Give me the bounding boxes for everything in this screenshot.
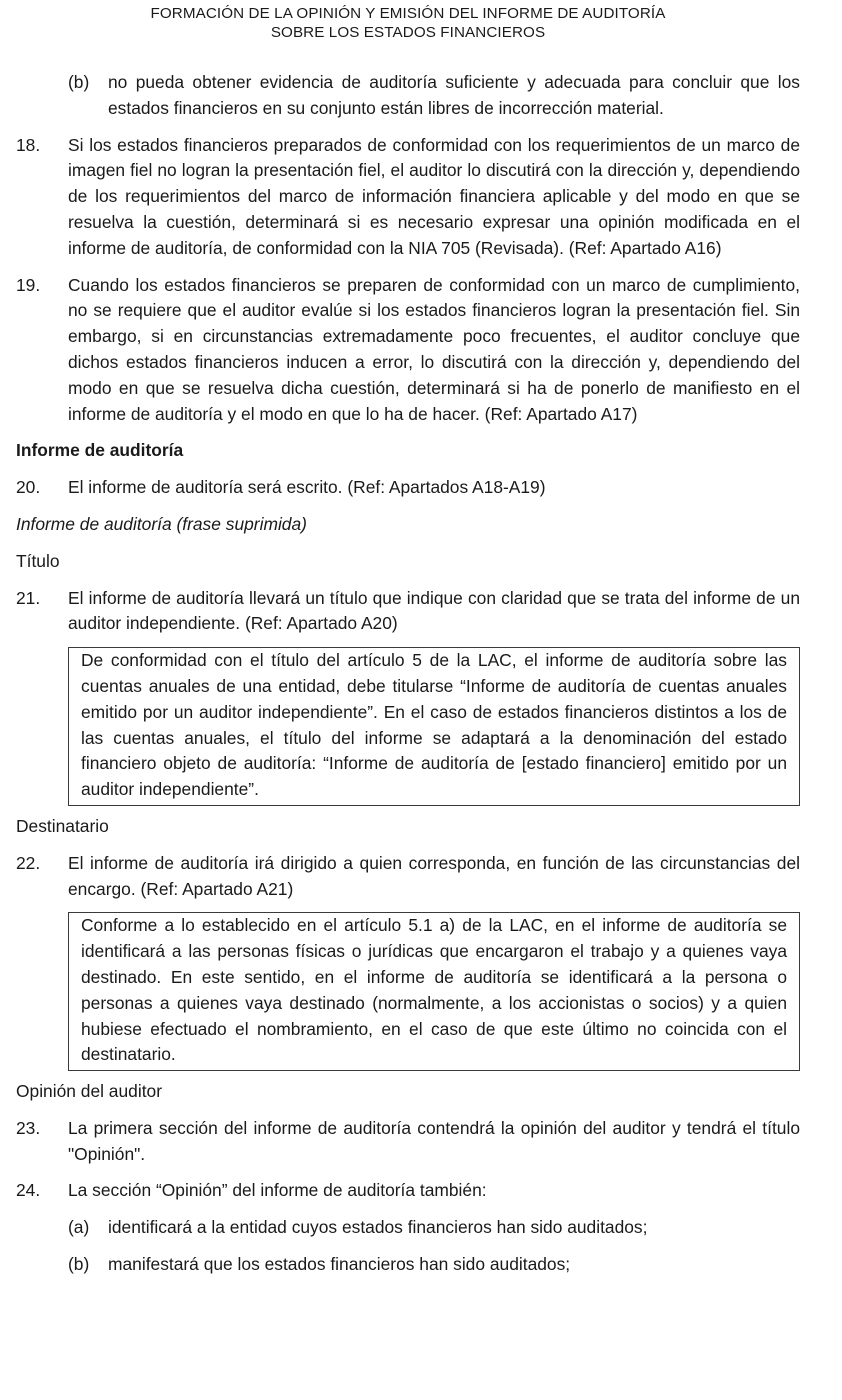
paragraph-text: La primera sección del informe de auditoría contendrá la opinión del auditor y tendrá el título "Opinión".: [68, 1117, 800, 1164]
list-item-24-a: [16, 1215, 800, 1241]
paragraph-text: El informe de auditoría será escrito. (Ref: Apartados A18-A19): [68, 477, 546, 498]
paragraph-text: El informe de auditoría irá dirigido a quien corresponda, en función de las circunstancias del encargo. (Ref: Apartado A21): [68, 852, 800, 899]
paragraph-number: 24.: [16, 1180, 41, 1201]
paragraph-number: 18.: [16, 134, 41, 155]
paragraph-number: 20.: [16, 477, 41, 498]
paragraph-text: Si los estados financieros preparados de conformidad con los requerimientos de un marco de imagen fiel no logran la presentación fiel, el auditor lo discutirá con la dirección y, dependiendo de los requerimientos del marco de información financiera aplicable y del modo en que se resuelva la cuestión, determinará si es necesario expresar una opinión modificada en el informe de auditoría, de conformidad con la NIA 705 (Revisada). (Ref: Apartado A16): [68, 134, 800, 258]
section-heading-frase-suprimida: Informe de auditoría (frase suprimida): [16, 513, 307, 534]
paragraph-number: 22.: [16, 852, 41, 873]
section-heading-informe: Informe de auditoría: [16, 440, 184, 461]
item-text: manifestará que los estados financieros han sido auditados;: [108, 1254, 571, 1275]
paragraph-20: [16, 475, 800, 501]
paragraph-number: 19.: [16, 274, 41, 295]
document-body: [16, 70, 800, 1278]
boxed-note-titulo: De conformidad con el título del artículo 5 de la LAC, el informe de auditoría sobre las cuentas anuales de una entidad, debe titularse “Informe de auditoría de cuentas anuales emitido por un auditor independiente”. En el caso de estados financieros distintos a los de las cuentas anuales, el título del informe se adaptará a la denominación del estado financiero objeto de auditoría: “Informe de auditoría de [estado financiero] emitido por un auditor independiente”.: [68, 647, 800, 806]
item-letter: (b): [68, 1254, 90, 1275]
paragraph-24: [16, 1178, 800, 1204]
paragraph-number: 21.: [16, 587, 41, 608]
running-header: [0, 4, 816, 42]
paragraph-text: La sección “Opinión” del informe de auditoría también:: [68, 1180, 487, 1201]
paragraph-text: El informe de auditoría llevará un título que indique con claridad que se trata del informe de un auditor independiente. (Ref: Apartado A20): [68, 587, 800, 634]
section-heading-titulo: Título: [16, 550, 60, 571]
paragraph-19: [16, 273, 800, 428]
paragraph-22: [16, 851, 800, 903]
paragraph-18: [16, 133, 800, 262]
boxed-note-destinatario: Conforme a lo establecido en el artículo 5.1 a) de la LAC, en el informe de auditoría se identificará a las personas físicas o jurídicas que encargaron el trabajo y a quienes vaya destinado. En este sentido, en el informe de auditoría se identificará a la persona o personas a quienes vaya destinado (normalmente, a los accionistas o socios) y a quien hubiese efectuado el nombramiento, en el caso de que este último no coincida con el destinatario.: [68, 912, 800, 1071]
running-header-line-2: SOBRE LOS ESTADOS FINANCIEROS: [270, 24, 546, 41]
section-heading-opinion: Opinión del auditor: [16, 1081, 162, 1102]
paragraph-21: [16, 586, 800, 638]
list-item-intro-b: [16, 70, 800, 122]
paragraph-number: 23.: [16, 1117, 41, 1138]
section-heading-destinatario: Destinatario: [16, 815, 109, 836]
item-letter: (b): [68, 72, 90, 92]
item-text: no pueda obtener evidencia de auditoría suficiente y adecuada para concluir que los estados financieros en su conjunto están libres de incorrección material.: [108, 72, 800, 118]
paragraph-23: [16, 1116, 800, 1168]
paragraph-text: Cuando los estados financieros se preparen de conformidad con un marco de cumplimiento, no se requiere que el auditor evalúe si los estados financieros logran la presentación fiel. Sin embargo, si en circunstancias extremadamente poco frecuentes, el auditor concluye que dichos estados financieros inducen a error, lo discutirá con la dirección y, dependiendo del modo en que se resuelva dicha cuestión, determinará si ha de ponerlo de manifiesto en el informe de auditoría y el modo en que lo ha de hacer. (Ref: Apartado A17): [68, 274, 800, 424]
item-letter: (a): [68, 1217, 90, 1238]
item-text: identificará a la entidad cuyos estados financieros han sido auditados;: [108, 1217, 648, 1238]
list-item-24-b: [16, 1252, 800, 1278]
running-header-line-1: FORMACIÓN DE LA OPINIÓN Y EMISIÓN DEL INFORME DE AUDITORÍA: [150, 5, 666, 22]
